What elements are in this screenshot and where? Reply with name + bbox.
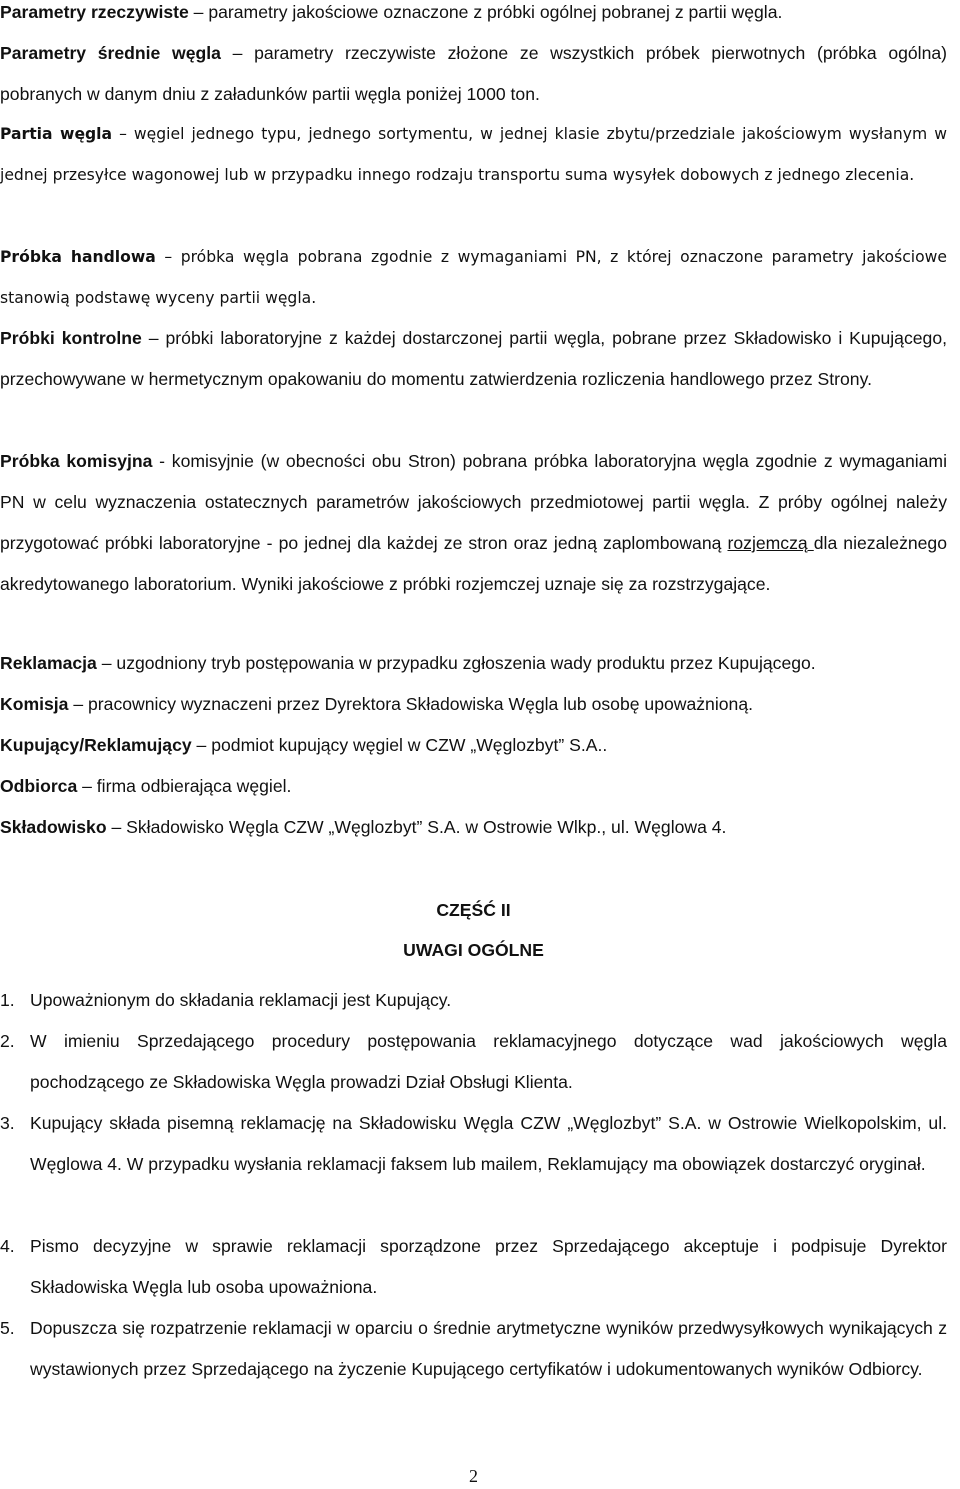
definition-partia-wegla [0, 114, 947, 196]
definition-term: Parametry rzeczywiste [0, 2, 189, 22]
definition-text: próbka węgla pobrana zgodnie z wymaganiami PN, z której oznaczone parametry jakościowe stanowią podstawę wyceny partii węgla. [0, 248, 947, 307]
definition-term: Reklamacja [0, 653, 97, 673]
definition-separator: – [112, 125, 134, 143]
list-item-number: 2. [0, 1031, 15, 1051]
list-item [0, 1021, 947, 1103]
definition-separator: – [96, 653, 117, 673]
list-item-text: Pismo decyzyjne w sprawie reklamacji sporządzone przez Sprzedającego akceptuje i podpisuje Dyrektor Składowiska Węgla lub osoba upoważniona. [30, 1236, 947, 1297]
list-item-number: 5. [0, 1318, 15, 1338]
definition-parametry-srednie [0, 33, 947, 115]
list-item [0, 1308, 947, 1390]
list-item [0, 1103, 947, 1185]
definition-probka-handlowa [0, 237, 947, 319]
definition-separator: – [141, 328, 166, 348]
definition-separator: – [191, 735, 212, 755]
definition-probki-kontrolne [0, 318, 947, 400]
definition-text: uzgodniony tryb postępowania w przypadku zgłoszenia wady produktu przez Kupującego. [116, 653, 816, 673]
definition-term: Kupujący/Reklamujący [0, 735, 192, 755]
definition-text: węgiel jednego typu, jednego sortymentu, w jednej klasie zbytu/przedziale jakościowym wysłanym w jednej przesyłce wagonowej lub w przypadku innego rodzaju transportu suma wysyłek dobowych z jednego zlecenia. [0, 125, 947, 184]
definition-separator: – [188, 2, 209, 22]
definition-term: Składowisko [0, 817, 107, 837]
list-item-text: Kupujący składa pisemną reklamację na Składowisku Węgla CZW „Węglozbyt” S.A. w Ostrowie Wielkopolskim, ul. Węglowa 4. W przypadku wysłania reklamacji faksem lub mailem, Reklamujący ma obowiązek dostarczyć oryginał. [30, 1113, 947, 1174]
list-item-number: 3. [0, 1113, 15, 1133]
section-subtitle: UWAGI OGÓLNE [403, 940, 544, 960]
definition-separator: – [106, 817, 127, 837]
definition-term: Komisja [0, 694, 69, 714]
list-item-text: Upoważnionym do składania reklamacji jest Kupujący. [30, 990, 452, 1010]
definition-odbiorca [0, 766, 947, 807]
list-item [0, 980, 947, 1021]
definition-parametry-rzeczywiste [0, 0, 947, 33]
definition-text: pracownicy wyznaczeni przez Dyrektora Składowiska Węgla lub osobę upoważnioną. [88, 694, 753, 714]
list-item-number: 1. [0, 990, 15, 1010]
list-item-number: 4. [0, 1236, 15, 1256]
definition-text: parametry rzeczywiste złożone ze wszystkich próbek pierwotnych (próbka ogólna) pobranych w danym dniu z załadunków partii węgla poniżej 1000 ton. [0, 43, 948, 104]
definition-term: Próbki kontrolne [0, 328, 142, 348]
definition-kupujacy [0, 725, 947, 766]
list-item-text: W imieniu Sprzedającego procedury postępowania reklamacyjnego dotyczące wad jakościowych węgla pochodzącego ze Składowiska Węgla prowadzi Dział Obsługi Klienta. [30, 1031, 947, 1092]
definition-term: Odbiorca [0, 776, 78, 796]
definition-separator: - [152, 451, 172, 471]
definition-text: podmiot kupujący węgiel w CZW „Węglozbyt” S.A.. [211, 735, 608, 755]
definition-reklamacja [0, 643, 947, 684]
definition-text-continued: dla niezależnego akredytowanego laboratorium. Wyniki jakościowe z próbki rozjemczej uznaje się za rozstrzygające. [0, 533, 947, 594]
definition-term: Parametry średnie węgla [0, 43, 221, 63]
definition-probka-komisyjna [0, 441, 947, 605]
definition-term: Próbka handlowa [0, 248, 156, 266]
definition-separator: – [77, 776, 97, 796]
definition-term: Próbka komisyjna [0, 451, 153, 471]
definition-skladowisko [0, 807, 947, 848]
definition-komisja [0, 684, 947, 725]
list-item [0, 1226, 947, 1308]
definition-separator: – [68, 694, 89, 714]
section-title: CZĘŚĆ II [436, 900, 511, 920]
underlined-word: rozjemczą [727, 533, 814, 553]
definition-text: próbki laboratoryjne z każdej dostarczonej partii węgla, pobrane przez Składowisko i Kupującego, przechowywane w hermetycznym opakowaniu do momentu zatwierdzenia rozliczenia handlowego przez Strony. [0, 328, 947, 389]
definition-separator: – [155, 248, 181, 266]
page-number: 2 [469, 1466, 478, 1486]
definition-text: komisyjnie (w obecności obu Stron) pobrana próbka laboratoryjna węgla zgodnie z wymaganiami PN w celu wyznaczenia ostatecznych parametrów jakościowych przedmiotowej partii węgla. Z próby ogólnej należy przygotować próbki laboratoryjne - po jednej dla każdej ze stron oraz jedną zaplombowaną [0, 451, 947, 553]
definition-text: parametry jakościowe oznaczone z próbki ogólnej pobranej z partii węgla. [208, 2, 783, 22]
list-item-text: Dopuszcza się rozpatrzenie reklamacji w oparciu o średnie arytmetyczne wyników przedwysyłkowych wynikających z wystawionych przez Sprzedającego na życzenie Kupującego certyfikatów i udokumentowanych wyników Odbiorcy. [30, 1318, 947, 1379]
definition-text: Składowisko Węgla CZW „Węglozbyt” S.A. w Ostrowie Wlkp., ul. Węglowa 4. [126, 817, 727, 837]
definition-text: firma odbierająca węgiel. [96, 776, 292, 796]
definition-term: Partia węgla [0, 125, 113, 143]
definition-separator: – [220, 43, 255, 63]
